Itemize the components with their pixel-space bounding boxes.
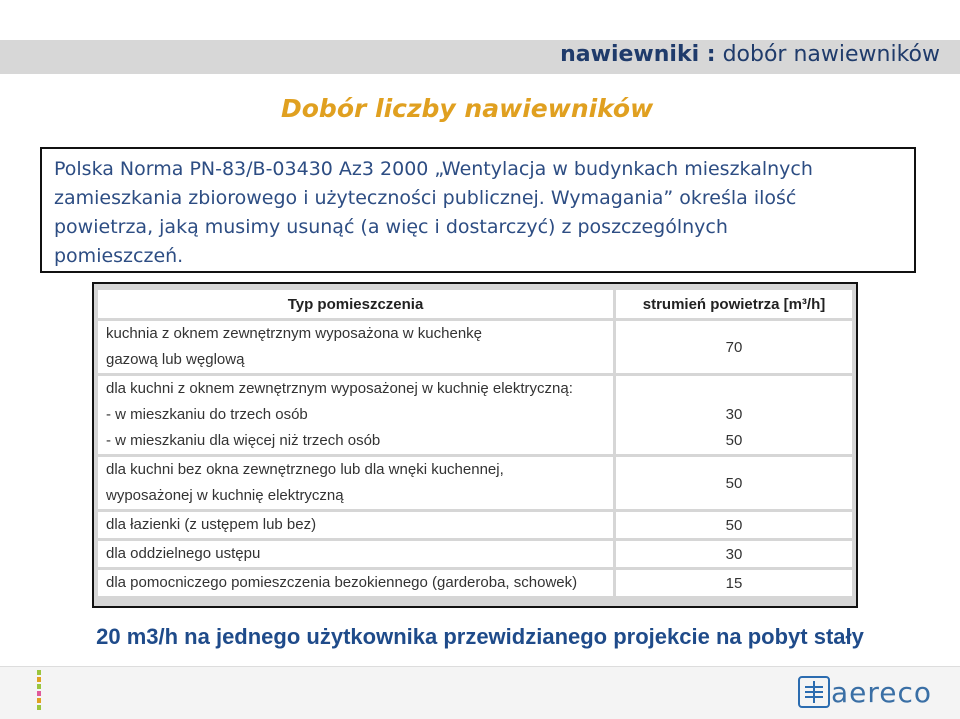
header-bar (0, 40, 960, 74)
decorative-bar-icon (34, 670, 44, 712)
aereco-logo (797, 672, 932, 712)
airflow-value-cell: 30 50 (613, 376, 852, 454)
table-row (98, 541, 852, 567)
norm-description (40, 147, 916, 273)
breadcrumb (560, 42, 940, 67)
column-header-airflow: strumień powietrza [m³/h] (613, 290, 852, 318)
column-header-room-type: Typ pomieszczenia (98, 290, 613, 318)
page-title: Dobór liczby nawiewników (281, 94, 654, 123)
breadcrumb-section: nawiewniki : (560, 42, 716, 67)
footer-note: 20 m3/h na jednego użytkownika przewidzianego projekcie na pobyt stały (96, 624, 864, 649)
room-type-cell: dla oddzielnego ustępu (98, 541, 613, 567)
airflow-table (92, 282, 858, 608)
norm-line: pomieszczeń. (54, 245, 184, 267)
table-row (98, 457, 852, 509)
table-row (98, 321, 852, 373)
norm-line: zamieszkania zbiorowego i użyteczności publicznej. Wymagania” określa ilość (54, 187, 797, 209)
airflow-value-cell: 15 (613, 570, 852, 596)
airflow-value-cell: 70 (613, 321, 852, 373)
table-row (98, 512, 852, 538)
logo-text: aereco (830, 675, 932, 709)
table-row (98, 376, 852, 454)
airflow-value-cell: 30 (613, 541, 852, 567)
airflow-value-cell: 50 (613, 512, 852, 538)
room-type-cell: dla kuchni z oknem zewnętrznym wyposażonej w kuchnię elektryczną: - w mieszkaniu do trzech osób - w mieszkaniu dla więcej niż trzech osób (98, 376, 613, 454)
aereco-logo-icon (797, 675, 831, 709)
room-type-cell: dla pomocniczego pomieszczenia bezokiennego (garderoba, schowek) (98, 570, 613, 596)
norm-line: powietrza, jaką musimy usunąć (a więc i dostarczyć) z poszczególnych (54, 216, 728, 238)
room-type-cell: dla łazienki (z ustępem lub bez) (98, 512, 613, 538)
breadcrumb-subsection: dobór nawiewników (722, 42, 940, 67)
table-row (98, 570, 852, 596)
norm-line: Polska Norma PN-83/B-03430 Az3 2000 „Wentylacja w budynkach mieszkalnych (54, 158, 813, 180)
room-type-cell: kuchnia z oknem zewnętrznym wyposażona w kuchenkę gazową lub węglową (98, 321, 613, 373)
airflow-value-cell: 50 (613, 457, 852, 509)
room-type-cell: dla kuchni bez okna zewnętrznego lub dla wnęki kuchennej, wyposażonej w kuchnię elektryczną (98, 457, 613, 509)
table-header-row (98, 290, 852, 318)
